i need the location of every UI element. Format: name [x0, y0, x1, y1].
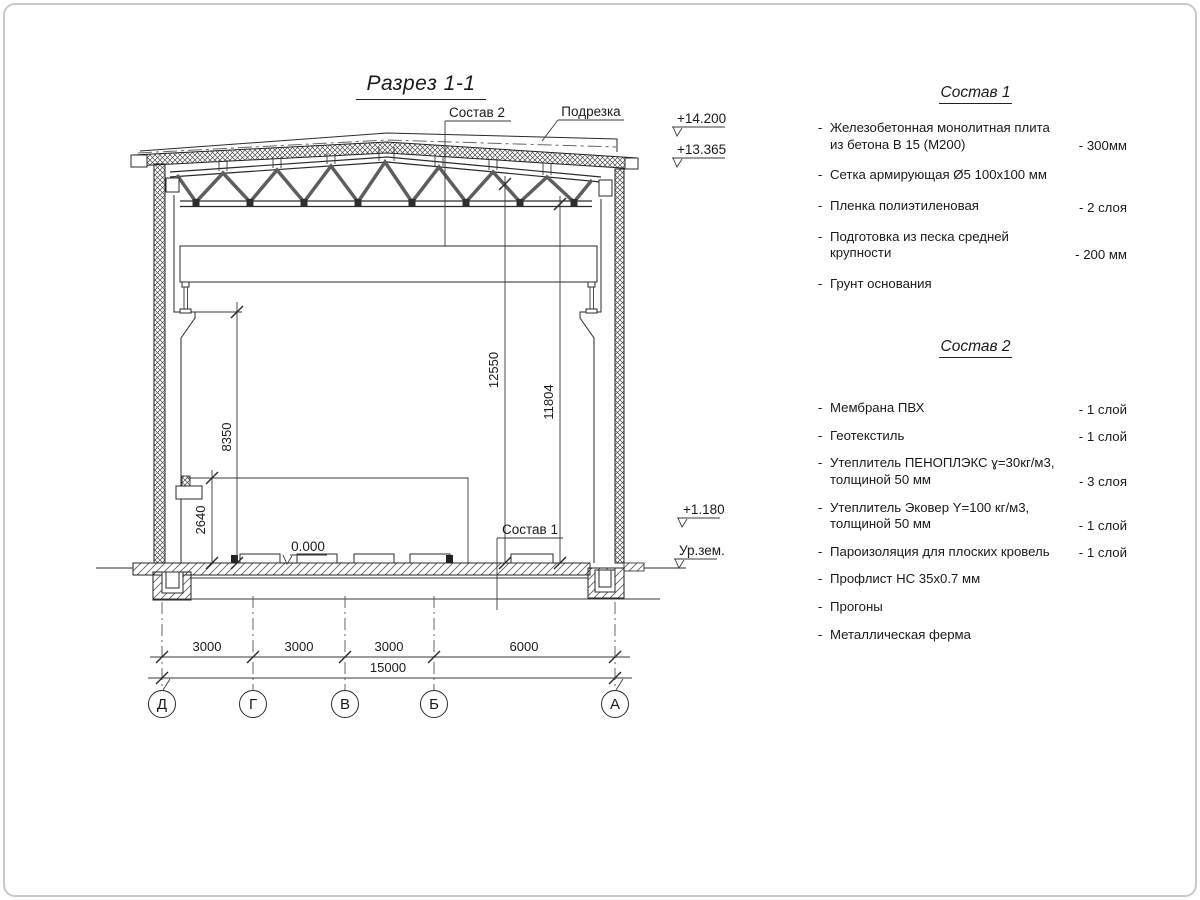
roof-right-end-cap: [625, 158, 638, 169]
elevation-14200: +14.200: [677, 111, 727, 126]
bullet: -: [818, 571, 823, 587]
section-title: Разрез 1-1: [356, 72, 486, 100]
item-qty: - 1 слой: [1078, 401, 1127, 417]
left-footing-channel-inner: [166, 572, 179, 588]
composition-2-title: Состав 2: [818, 338, 1133, 356]
list-item: [818, 599, 1133, 616]
list-item: [818, 400, 1133, 417]
composition-1: [818, 84, 1133, 306]
wall-fixture-pin: [182, 476, 190, 486]
bullet: -: [818, 599, 823, 614]
item-name: Утеплитель Эковер Y=100 кг/м3, толщиной 50 мм: [830, 499, 1030, 532]
axis-label-g: Г: [248, 696, 258, 713]
list-item: [818, 167, 1133, 184]
item-qty: - 3 слоя: [1079, 473, 1127, 489]
roof-left-end-cap: [131, 155, 147, 167]
dim-15000: 15000: [369, 660, 407, 675]
beam-left-support: [180, 282, 191, 313]
elevation-ground: Ур.зем.: [679, 543, 725, 558]
bullet: -: [818, 120, 823, 135]
beam: [180, 246, 597, 313]
list-item: [818, 455, 1133, 488]
right-wall: [615, 169, 624, 563]
dim-3000-2: 3000: [284, 639, 314, 654]
truss-gussets: [193, 199, 578, 206]
axis-label-a: А: [609, 696, 621, 713]
item-name: Сетка армирующая Ø5 100х100 мм: [830, 167, 1047, 183]
item-name: Профлист НС 35х0.7 мм: [830, 571, 981, 587]
elevation-13365: +13.365: [677, 142, 727, 157]
bullet: -: [818, 197, 823, 213]
dim-3000-3: 3000: [374, 639, 404, 654]
list-item: [818, 198, 1133, 215]
callout-sostav1: Состав 1: [502, 522, 558, 537]
axis-bubbles: [149, 679, 629, 718]
callout-podrezka: Подрезка: [561, 104, 621, 119]
opening-lines: [188, 478, 468, 563]
item-name: Грунт основания: [830, 275, 932, 291]
list-item: [818, 229, 1133, 262]
list-item: [818, 571, 1133, 588]
bullet: -: [818, 543, 823, 559]
item-qty: - 2 слоя: [1079, 199, 1127, 215]
floor-foundation: [96, 554, 686, 600]
list-item: [818, 428, 1133, 445]
item-name: Железобетонная монолитная плита из бетона В 15 (М200): [830, 120, 1050, 152]
axis-label-d: Д: [156, 696, 168, 713]
right-eave-bracket: [599, 180, 612, 196]
list-item: [818, 500, 1133, 533]
item-name: Геотекстиль: [830, 427, 905, 443]
bullet: -: [818, 455, 823, 471]
bullet: -: [818, 499, 823, 515]
walls: [154, 164, 624, 563]
dim-8350: 8350: [219, 422, 234, 452]
item-name: Пленка полиэтиленовая: [830, 197, 979, 213]
bullet: -: [818, 400, 823, 415]
composition-2: [818, 338, 1133, 654]
list-item: [818, 544, 1133, 561]
item-name: Подготовка из песка средней крупности: [830, 228, 1009, 261]
dim-6000: 6000: [509, 639, 539, 654]
dim-2640: 2640: [193, 505, 208, 535]
elevation-1180: +1.180: [683, 502, 725, 517]
left-eave-bracket: [166, 178, 179, 192]
item-name: Утеплитель ПЕНОПЛЭКС ɣ=30кг/м3, толщиной 50 мм: [830, 455, 1055, 487]
list-item: [818, 276, 1133, 293]
item-name: Металлическая ферма: [830, 626, 971, 642]
beam-body: [180, 246, 597, 282]
bullet: -: [818, 427, 823, 443]
vertical-dimensions: [193, 176, 566, 569]
dim-3000-1: 3000: [192, 639, 222, 654]
list-item: [818, 120, 1133, 153]
callout-sostav2: Состав 2: [449, 105, 505, 120]
axis-label-v: В: [339, 696, 351, 713]
right-footing-channel-inner: [599, 570, 611, 587]
axis-label-b: Б: [429, 696, 439, 713]
bullet: -: [818, 275, 823, 291]
dim-12550: 12550: [486, 351, 501, 389]
bullet: -: [818, 167, 823, 183]
item-qty: - 1 слой: [1078, 517, 1127, 533]
left-wall: [154, 164, 165, 563]
item-qty: - 200 мм: [1075, 246, 1127, 262]
dimension-chains: [148, 596, 632, 690]
bullet: -: [818, 228, 823, 244]
item-qty: - 1 слой: [1078, 545, 1127, 561]
floor-slab: [133, 563, 590, 575]
bullet: -: [818, 626, 823, 642]
item-name: Пароизоляция для плоских кровель: [830, 543, 1050, 559]
elevation-marks: [672, 111, 726, 568]
composition-1-title: Состав 1: [818, 84, 1133, 102]
item-name: Прогоны: [830, 599, 883, 614]
item-qty: - 1 слой: [1078, 429, 1127, 445]
zero-level-label: 0.000: [291, 539, 325, 554]
list-item: [818, 627, 1133, 644]
dim-11804: 11804: [541, 384, 556, 420]
right-apron: [624, 563, 644, 571]
item-qty: - 300мм: [1078, 138, 1127, 154]
truss-web-diagonals: [177, 162, 592, 202]
item-name: Мембрана ПВХ: [830, 400, 925, 415]
wall-fixture: [176, 486, 202, 499]
beam-right-support: [586, 282, 597, 313]
